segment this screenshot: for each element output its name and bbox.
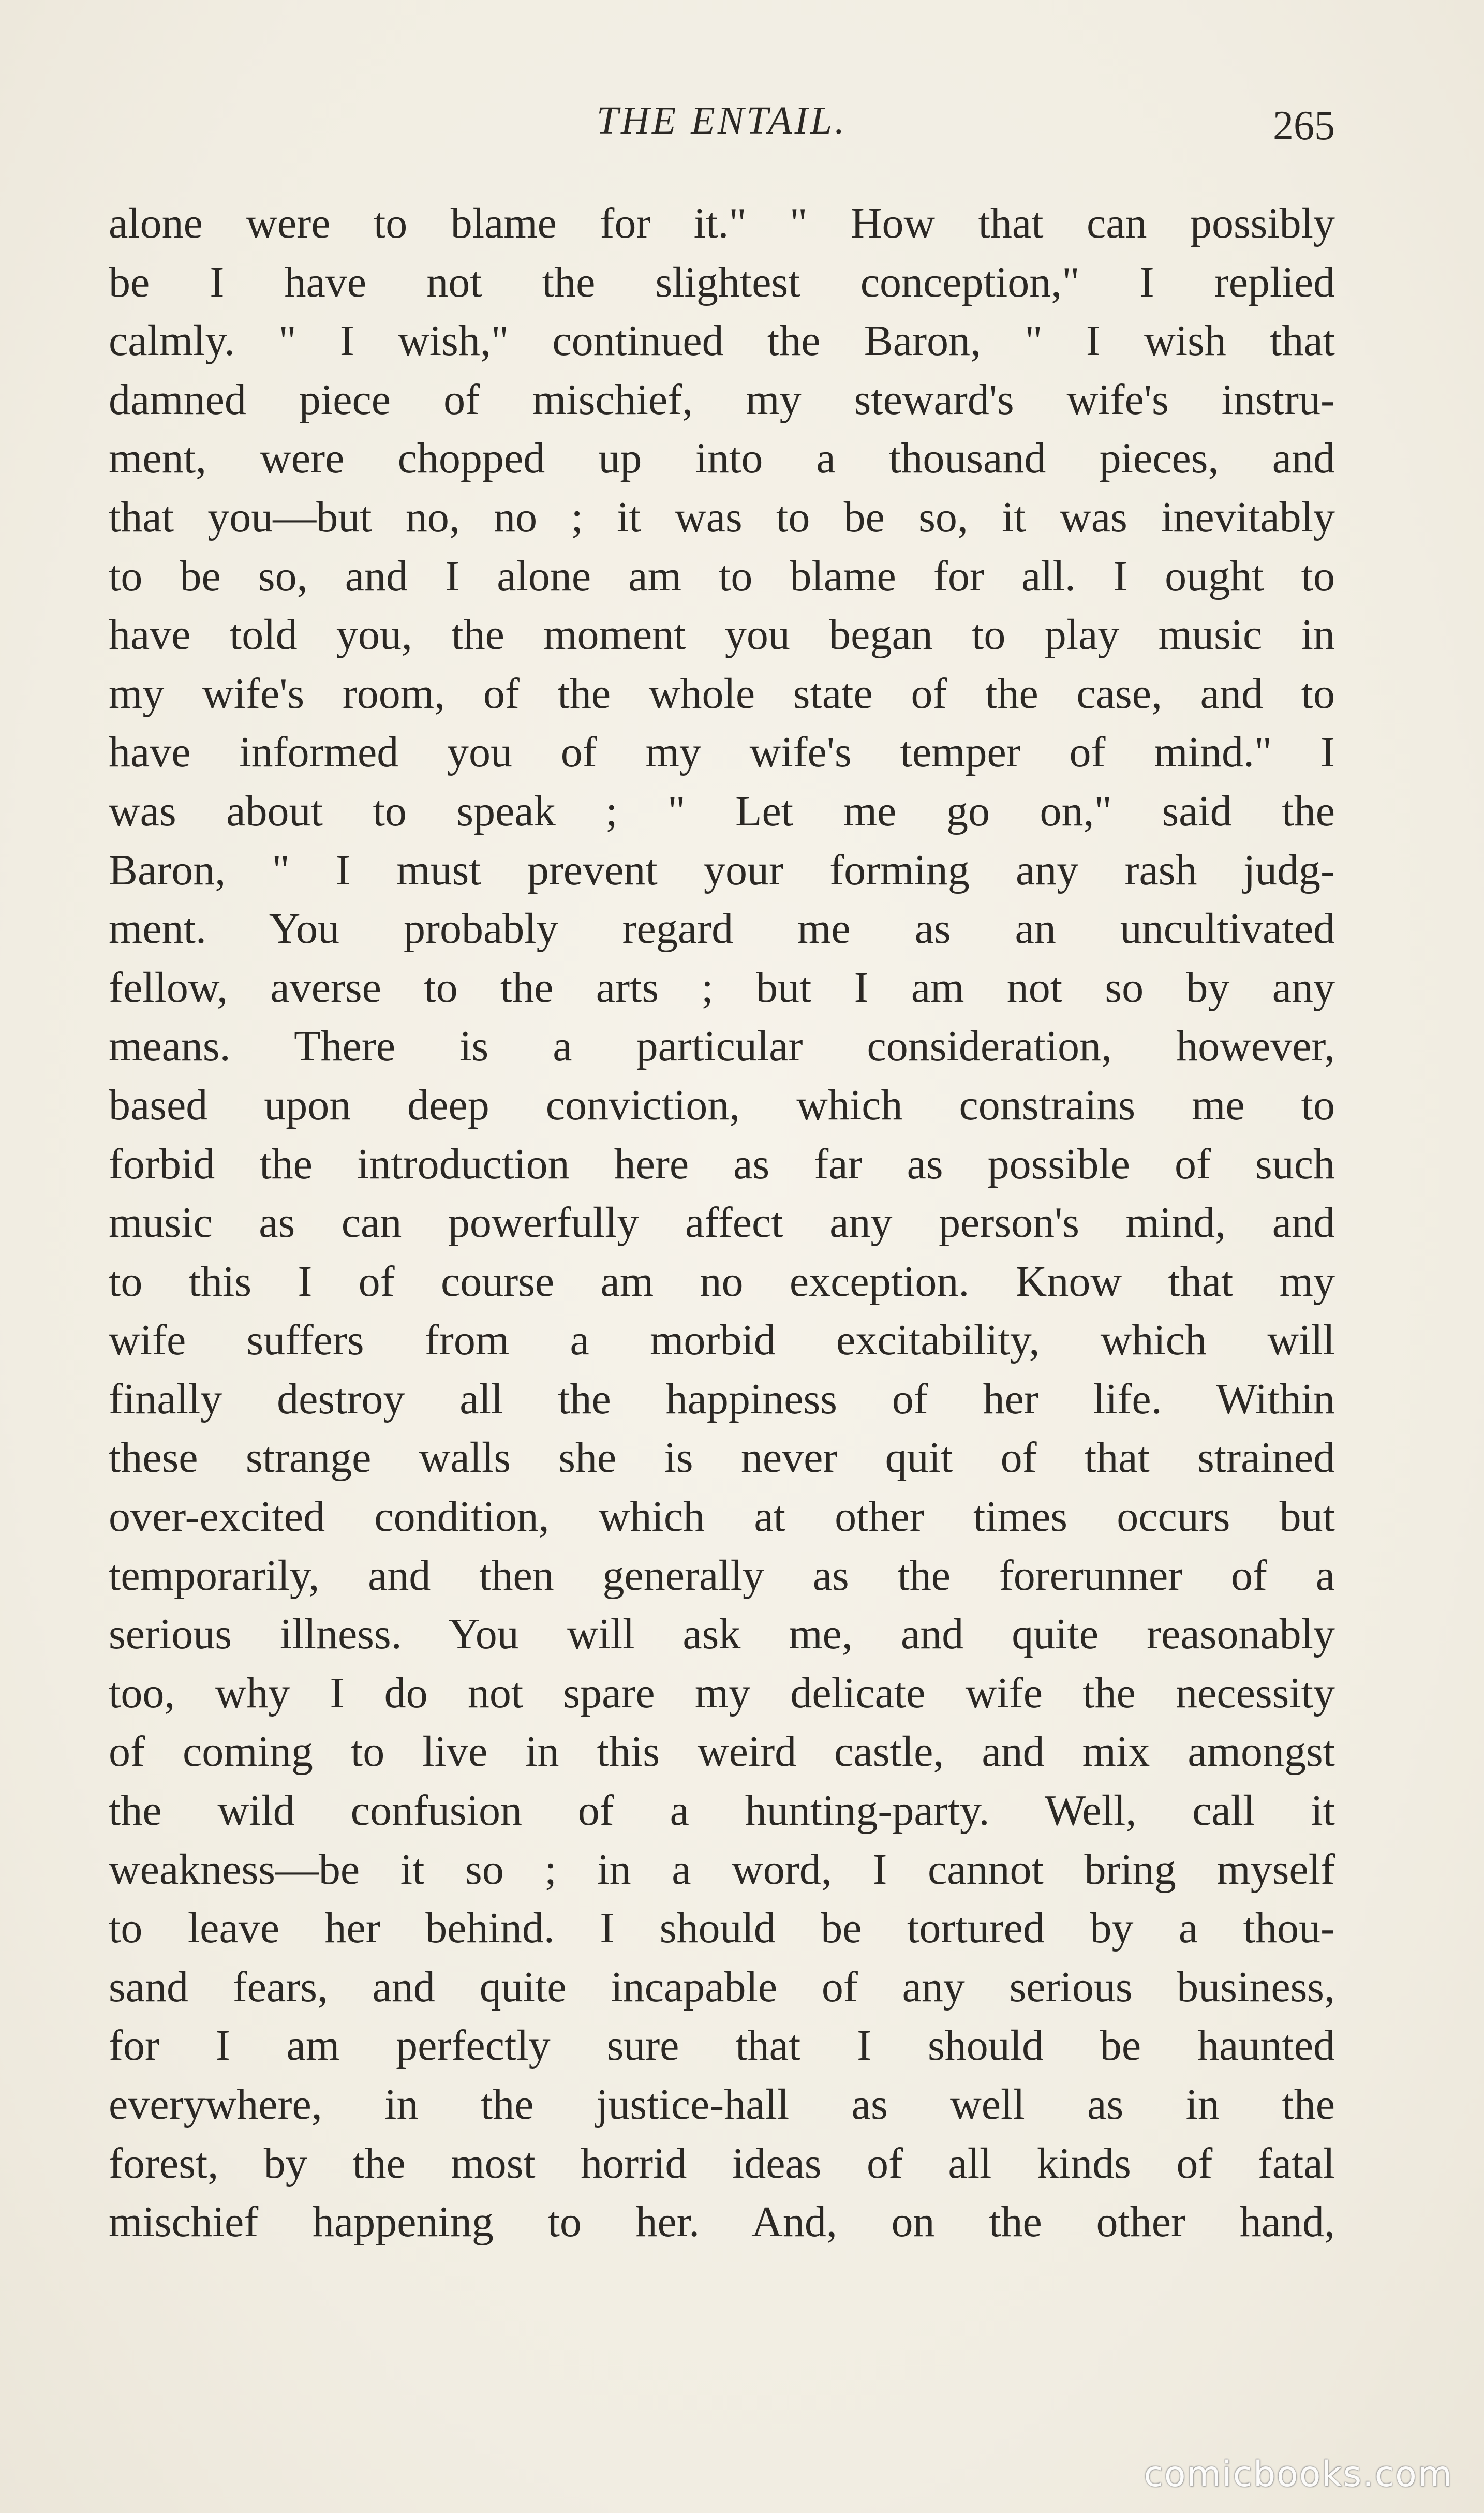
page-header <box>109 88 1335 166</box>
running-title: THE ENTAIL. <box>596 99 848 142</box>
text-line: finally destroy all the happiness of her life. Within <box>109 1374 1335 1423</box>
text-line: everywhere, in the justice-hall as well as in the <box>109 2080 1335 2128</box>
text-line: ment, were chopped up into a thousand pieces, and <box>109 434 1335 483</box>
text-line: calmly. " I wish," continued the Baron, " I wish that <box>109 317 1335 365</box>
text-line: Baron, " I must prevent your forming any rash judg- <box>109 846 1335 894</box>
text-line: serious illness. You will ask me, and quite reasonably <box>109 1610 1335 1659</box>
text-line: was about to speak ; " Let me go on," said the <box>109 787 1335 835</box>
text-line: be I have not the slightest conception," I replied <box>109 258 1335 306</box>
text-line: my wife's room, of the whole state of the case, and to <box>109 669 1335 718</box>
text-line: for I am perfectly sure that I should be haunted <box>109 2021 1335 2070</box>
text-line: to this I of course am no exception. Know that my <box>109 1257 1335 1306</box>
text-line: weakness—be it so ; in a word, I cannot bring myself <box>109 1845 1335 1894</box>
text-line: these strange walls she is never quit of that strained <box>109 1433 1335 1482</box>
text-line: over-excited condition, which at other times occurs but <box>109 1492 1335 1541</box>
text-line: damned piece of mischief, my steward's wife's instru- <box>109 375 1335 424</box>
text-line: sand fears, and quite incapable of any serious business, <box>109 1962 1335 2011</box>
text-line: to leave her behind. I should be tortured by a thou- <box>109 1904 1335 1953</box>
text-line: fellow, averse to the arts ; but I am not so by any <box>109 963 1335 1012</box>
text-line: forest, by the most horrid ideas of all kinds of fatal <box>109 2139 1335 2187</box>
text-line: to be so, and I alone am to blame for all. I ought to <box>109 552 1335 600</box>
text-line: have told you, the moment you began to play music in <box>109 611 1335 659</box>
watermark: comicbooks.com <box>1144 2454 1453 2495</box>
text-line: alone were to blame for it." " How that can possibly <box>109 199 1335 247</box>
text-line: ment. You probably regard me as an uncultivated <box>109 905 1335 953</box>
page-number: 265 <box>1273 103 1335 149</box>
text-line: of coming to live in this weird castle, and mix amongst <box>109 1727 1335 1776</box>
text-line: that you—but no, no ; it was to be so, it was inevitably <box>109 493 1335 541</box>
body-text <box>109 194 1335 2252</box>
text-line: the wild confusion of a hunting-party. Well, call it <box>109 1786 1335 1835</box>
text-line: have informed you of my wife's temper of mind." I <box>109 728 1335 777</box>
text-line: wife suffers from a morbid excitability, which will <box>109 1316 1335 1365</box>
text-line: music as can powerfully affect any person's mind, and <box>109 1199 1335 1247</box>
text-line: too, why I do not spare my delicate wife the necessity <box>109 1668 1335 1717</box>
text-line: means. There is a particular consideration, however, <box>109 1022 1335 1071</box>
text-line: mischief happening to her. And, on the other hand, <box>109 2198 1335 2246</box>
text-line: forbid the introduction here as far as possible of such <box>109 1140 1335 1188</box>
text-line: temporarily, and then generally as the forerunner of a <box>109 1551 1335 1600</box>
text-line: based upon deep conviction, which constrains me to <box>109 1081 1335 1129</box>
